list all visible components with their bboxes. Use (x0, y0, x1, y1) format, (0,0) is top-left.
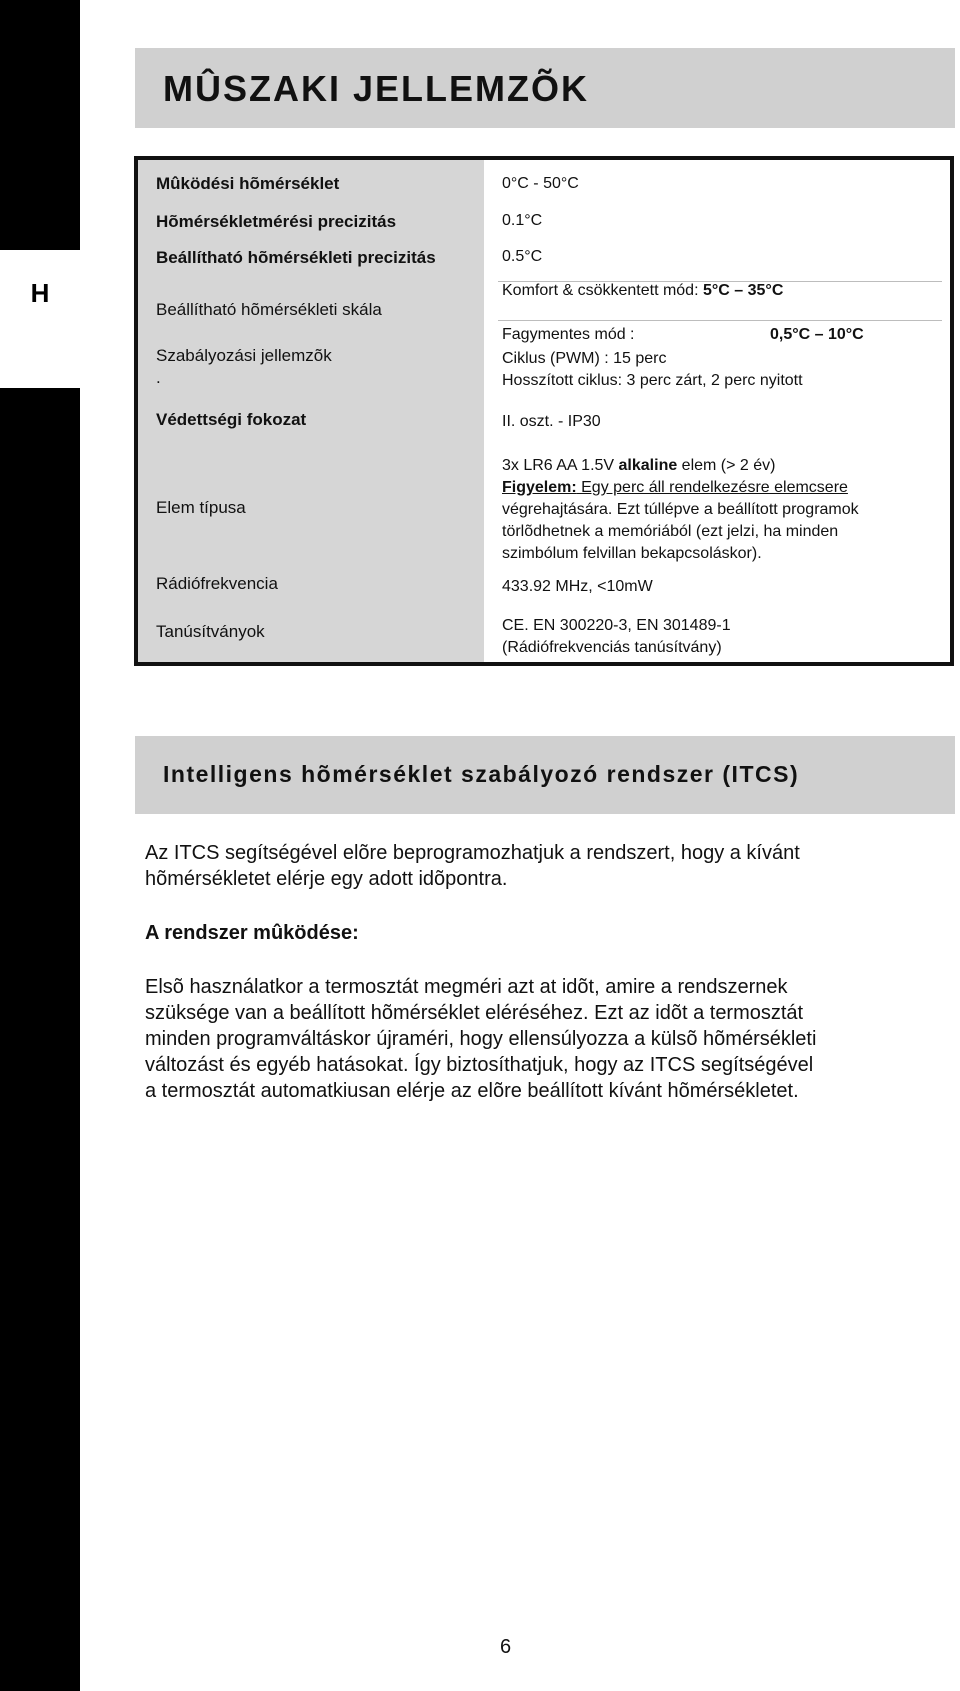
spec-label-set-prec: Beállítható hõmérsékleti precizitás (156, 248, 436, 267)
body-line: változást és egyéb hatásokat. Így biztosíthatjuk, hogy az ITCS segítségével (145, 1054, 814, 1076)
language-letter: H (30, 278, 50, 308)
spec-label-protection: Védettségi fokozat (156, 410, 307, 429)
spec-label-control-cont: . (156, 368, 161, 387)
battery-line-5: szimbólum felvillan bekapcsoláskor). (502, 545, 762, 562)
spec-label-certs: Tanúsítványok (156, 622, 265, 641)
spec-value-op-temp: 0°C - 50°C (502, 175, 579, 192)
page-number: 6 (500, 1636, 512, 1658)
body-line: a termosztát automatkiusan elérje az elõre beállított kívánt hõmérsékletet. (145, 1080, 799, 1102)
spec-label-op-temp: Mûködési hõmérséklet (156, 174, 340, 193)
language-tab (0, 250, 80, 388)
spec-value-battery (502, 455, 942, 565)
comfort-label: Komfort & csökkentett mód: (502, 282, 699, 299)
frost-label: Fagymentes mód : (502, 326, 635, 343)
body-line: szüksége van a beállított hõmérséklet eléréséhez. Ezt az idõt a termosztát (145, 1002, 804, 1024)
battery-line-4: törlõdhetnek a memóriából (ezt jelzi, ha minden (502, 523, 839, 540)
intro-line: Az ITCS segítségével elõre beprogramozhatjuk a rendszert, hogy a kívánt (145, 842, 800, 864)
specs-table (134, 156, 954, 666)
section-band (135, 736, 955, 814)
certs-line-2: (Rádiófrekvenciás tanúsítvány) (502, 639, 722, 656)
comfort-value: 5°C – 35°C (702, 282, 784, 299)
frost-value: 0,5°C – 10°C (770, 326, 864, 343)
spec-value-frost (502, 324, 942, 346)
side-bar-bottom (0, 388, 80, 1691)
spec-value-meas-prec: 0.1°C (502, 212, 543, 229)
body-line: minden programváltáskor újraméri, hogy ellensúlyozza a külsõ hõmérsékleti (145, 1028, 817, 1050)
spec-value-protection: II. oszt. - IP30 (502, 413, 601, 430)
certs-line-1: CE. EN 300220-3, EN 301489-1 (502, 617, 731, 634)
row-divider (498, 320, 942, 321)
intro-paragraph (145, 840, 945, 892)
title-band (135, 48, 955, 128)
subheading: A rendszer mûködése: (145, 922, 359, 944)
battery-line-3: végrehajtására. Ezt túllépve a beállított programok (502, 501, 859, 518)
section-title: Intelligens hõmérséklet szabályozó rendszer (ITCS) (163, 761, 800, 787)
spec-value-radio: 433.92 MHz, <10mW (502, 578, 653, 595)
body-line: Elsõ használatkor a termosztát megméri azt at idõt, amire a rendszernek (145, 976, 788, 998)
spec-value-certs (502, 615, 731, 659)
spec-value-comfort (502, 280, 942, 302)
body-paragraph (145, 974, 945, 1104)
side-bar-top (0, 0, 80, 250)
spec-label-range: Beállítható hõmérsékleti skála (156, 300, 382, 319)
page-title: MÛSZAKI JELLEMZÕK (163, 68, 589, 109)
specs-label-column (138, 160, 484, 662)
battery-line-2: Figyelem: Egy perc áll rendelkezésre elemcsere (502, 479, 848, 496)
battery-line-1: 3x LR6 AA 1.5V alkaline elem (> 2 év) (502, 457, 776, 474)
specs-value-column (490, 160, 950, 662)
spec-value-cycle: Ciklus (PWM) : 15 perc (502, 350, 667, 367)
spec-value-long-cycle: Hosszított ciklus: 3 perc zárt, 2 perc nyitott (502, 372, 803, 389)
spec-label-battery: Elem típusa (156, 498, 246, 517)
spec-label-control: Szabályozási jellemzõk (156, 346, 332, 365)
spec-label-meas-prec: Hõmérsékletmérési precizitás (156, 212, 397, 231)
spec-value-set-prec: 0.5°C (502, 248, 543, 265)
spec-label-radio: Rádiófrekvencia (156, 574, 278, 593)
intro-line: hõmérsékletet elérje egy adott idõpontra. (145, 868, 508, 890)
